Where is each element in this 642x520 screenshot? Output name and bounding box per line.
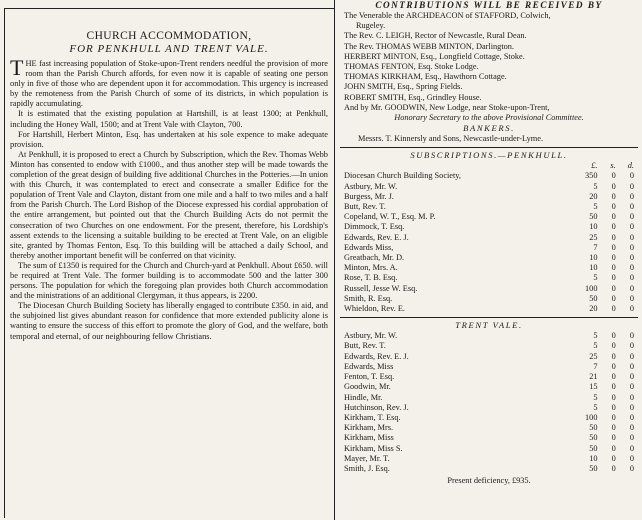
amount-shillings: 0 [611, 443, 616, 453]
amount-shillings: 0 [611, 232, 616, 242]
amount-shillings: 0 [611, 463, 616, 473]
amount-pounds: 100 [585, 412, 598, 422]
receiver-line: The Rev. THOMAS WEBB MINTON, Darlington. [344, 41, 515, 51]
amount-shillings: 0 [611, 412, 616, 422]
subscriptions-header: SUBSCRIPTIONS.—PENKHULL. [410, 150, 568, 161]
amount-pounds: 7 [593, 361, 598, 371]
subscriber-name: Butt, Rev. T. [344, 341, 386, 351]
amount-pence: 0 [629, 433, 634, 443]
receiver-line: The Venerable the ARCHDEACON of STAFFORD, Colwich, [344, 11, 551, 20]
trent-vale-subscriptions-table [344, 331, 634, 474]
receiver-line: JOHN SMITH, Esq., Spring Fields. [344, 82, 463, 92]
amount-pence: 0 [629, 304, 634, 314]
amount-pence: 0 [629, 443, 634, 453]
subscription-row [344, 352, 634, 362]
subscription-row [344, 464, 634, 474]
penkhull-subscriptions-table [344, 161, 634, 314]
subscriber-name: Smith, J. Esq. [344, 463, 390, 473]
amount-pounds: 50 [589, 463, 598, 473]
amount-pounds: 5 [593, 181, 598, 191]
amount-pounds: 21 [589, 372, 598, 382]
subscription-row [344, 273, 634, 283]
amount-pence: 0 [629, 212, 634, 222]
subscription-row [344, 362, 634, 372]
subscription-row [344, 444, 634, 454]
amount-pence: 0 [629, 232, 634, 242]
left-border-rule [4, 8, 5, 518]
trent-vale-header: TRENT VALE. [455, 320, 523, 331]
amount-pounds: 50 [589, 443, 598, 453]
amount-pence: 0 [629, 171, 634, 181]
subscription-row [344, 423, 634, 433]
article-title: CHURCH ACCOMMODATION, [86, 30, 252, 42]
amount-pence: 0 [629, 181, 634, 191]
amount-shillings: 0 [611, 212, 616, 222]
receiver-line: The Rev. C. LEIGH, Rector of Newcastle, Rural Dean. [344, 31, 527, 41]
article-paragraph: At Penkhull, it is proposed to erect a Church by Subscription, which the Rev. Thomas Webb Minton has consented to endow with £1000., and thus another step will be made towards the completion of the great design of building five additional Churches in the Potteries.—In union with this Church, it was contemplated to erect and consecrate a smaller Edifice for the population of Trent Vale and Clayton, distant from one mile and a half to two miles and a half from the Parish Church. The Lord Bishop of the Diocese expressed his cordial approbation of the entire arrangement, but pointed out that the Church Building Acts do not permit the consecration of two Churches on one endowment. For the present, therefore, his Lordship's assent extends to the licensing a suitable building to be erected at Trent Vale, on an eligible site, granted by Thomas Fenton, Esq. To this building will be attached a daily School, and thereby another important benefit will be conferred on that vicinity. [10, 149, 328, 260]
subscriber-name: Edwards Miss, [344, 242, 394, 252]
amount-pence: 0 [629, 222, 634, 232]
amount-shillings: 0 [611, 453, 616, 463]
amount-pence: 0 [629, 202, 634, 212]
subscriber-name: Whieldon, Rev. E. [344, 304, 405, 314]
amount-shillings: 0 [611, 253, 616, 263]
subscriber-name: Smith, R. Esq. [344, 293, 393, 303]
amount-pounds: 10 [589, 253, 598, 263]
amount-pounds: 5 [593, 392, 598, 402]
subscriber-name: Edwards, Miss [344, 361, 394, 371]
subscriber-name: Goodwin, Mr. [344, 382, 391, 392]
subscription-row [344, 233, 634, 243]
receiver-line: THOMAS FENTON, Esq. Stoke Lodge. [344, 62, 479, 72]
currency-header-row [344, 161, 634, 171]
amount-pounds: 50 [589, 212, 598, 222]
subscription-row [344, 403, 634, 413]
section-rule [340, 317, 638, 318]
amount-pence: 0 [629, 331, 634, 341]
subscriber-name: Astbury, Mr. W. [344, 331, 398, 341]
amount-pence: 0 [629, 402, 634, 412]
subscription-row [344, 433, 634, 443]
article-paragraph: It is estimated that the existing population at Hartshill, is at least 1300; at Penkhull, including the Honey Wall, 1500; and at Trent Vale with Clayton, 700. [10, 109, 328, 129]
subscriber-name: Butt, Rev. T. [344, 202, 386, 212]
deficiency-line: Present deficiency, £935. [447, 476, 531, 486]
subscription-row [344, 284, 634, 294]
amount-shillings: 0 [611, 382, 616, 392]
amount-pence: 0 [629, 242, 634, 252]
amount-shillings: 0 [611, 222, 616, 232]
subscription-row [344, 253, 634, 263]
amount-pence: 0 [629, 423, 634, 433]
amount-pounds: 10 [589, 453, 598, 463]
receiver-line: HERBERT MINTON, Esq., Longfield Cottage, Stoke. [344, 51, 525, 61]
subscriber-name: Astbury, Mr. W. [344, 181, 398, 191]
amount-pounds: 7 [593, 242, 598, 252]
article-paragraph: The sum of £1350 is required for the Church and Church-yard at Penkhull. About £650. will be required at Trent Vale. The former building is to accommodate 500 and the latter 300 persons. The population for which the foregoing plan provides both Church accommodation and the ministrations of an additional Clergyman, it thus appears, is 2200. [10, 260, 328, 301]
amount-shillings: 0 [611, 423, 616, 433]
amount-shillings: 0 [611, 304, 616, 314]
amount-pounds: 50 [589, 293, 598, 303]
amount-pence: 0 [629, 263, 634, 273]
article-subtitle: FOR PENKHULL AND TRENT VALE. [69, 43, 269, 55]
article-column [10, 30, 328, 516]
article-paragraph: THE fast increasing population of Stoke-upon-Trent renders needful the provision of more room than the Parish Church affords, for even now it is capable of seating one person only in five of those who are dependent upon it for accommodation. This urgency is increased by the remoteness from the Parish Church of some of its districts, in which population is rapidly accumulating. [10, 55, 328, 109]
amount-shillings: 0 [611, 341, 616, 351]
amount-pence: 0 [629, 392, 634, 402]
amount-shillings: 0 [611, 283, 616, 293]
receiver-line: ROBERT SMITH, Esq., Grindley House. [344, 92, 482, 102]
amount-pounds: 25 [589, 351, 598, 361]
amount-pounds: 5 [593, 273, 598, 283]
subscriber-name: Minton, Mrs. A. [344, 263, 398, 273]
subscription-row [344, 454, 634, 464]
amount-shillings: 0 [611, 171, 616, 181]
amount-pounds: 20 [589, 304, 598, 314]
amount-pence: 0 [629, 191, 634, 201]
subscriber-name: Copeland, W. T., Esq. M. P. [344, 212, 436, 222]
secretary-line: Honorary Secretary to the above Provisional Committee. [394, 113, 584, 123]
subscription-row [344, 413, 634, 423]
subscription-row [344, 263, 634, 273]
amount-shillings: 0 [611, 392, 616, 402]
amount-pence: 0 [629, 351, 634, 361]
amount-pounds: 5 [593, 402, 598, 412]
subscriber-name: Kirkham, T. Esq. [344, 412, 401, 422]
subscriber-name: Greatbach, Mr. D. [344, 253, 405, 263]
subscription-row [344, 182, 634, 192]
subscriber-name: Hindle, Mr. [344, 392, 383, 402]
subscriber-name: Dimmock, T. Esq. [344, 222, 405, 232]
subscriber-name: Hutchinson, Rev. J. [344, 402, 409, 412]
subscription-row [344, 202, 634, 212]
amount-shillings: 0 [611, 263, 616, 273]
amount-shillings: 0 [611, 402, 616, 412]
receiver-line: THOMAS KIRKHAM, Esq., Hawthorn Cottage. [344, 72, 507, 82]
amount-pence: 0 [629, 361, 634, 371]
pence-header: d. [627, 161, 634, 171]
amount-pence: 0 [629, 341, 634, 351]
amount-pounds: 10 [589, 222, 598, 232]
amount-pence: 0 [629, 253, 634, 263]
receiver-line: And by Mr. GOODWIN, New Lodge, near Stoke-upon-Trent, [344, 102, 550, 112]
subscriber-name: Fenton, T. Esq. [344, 372, 395, 382]
contributions-header: CONTRIBUTIONS WILL BE RECEIVED BY [375, 0, 603, 10]
amount-shillings: 0 [611, 293, 616, 303]
bankers-line: Messrs. T. Kinnersly and Sons, Newcastle-under-Lyme. [358, 134, 544, 144]
subscriber-name: Rose, T. B. Esq. [344, 273, 398, 283]
amount-shillings: 0 [611, 181, 616, 191]
amount-pounds: 25 [589, 232, 598, 242]
section-rule [340, 147, 638, 148]
amount-pounds: 5 [593, 341, 598, 351]
subscriber-name: Burgess, Mr. J. [344, 191, 394, 201]
subscriber-name: Mayer, Mr. T. [344, 453, 390, 463]
amount-pence: 0 [629, 453, 634, 463]
amount-pounds: 50 [589, 423, 598, 433]
amount-pounds: 10 [589, 263, 598, 273]
drop-cap: T [10, 55, 24, 80]
amount-pence: 0 [629, 372, 634, 382]
amount-pence: 0 [629, 463, 634, 473]
subscriber-name: Kirkham, Miss S. [344, 443, 403, 453]
pounds-header: £. [591, 161, 598, 171]
amount-shillings: 0 [611, 372, 616, 382]
amount-pounds: 100 [585, 283, 598, 293]
article-paragraph: The Diocesan Church Building Society has liberally engaged to contribute £350. in aid, and the subjoined list gives abundant reason for confidence that more extended publicity alone is wanting to ensure the success of this effort to promote the glory of God, and the welfare, both temporal and eternal, of our neighbouring fellow Christians. [10, 301, 328, 341]
bankers-header: BANKERS. [463, 123, 515, 134]
subscriber-name: Kirkham, Miss [344, 433, 394, 443]
subscription-row [344, 304, 634, 314]
subscriber-name: Kirkham, Mrs. [344, 423, 394, 433]
amount-shillings: 0 [611, 202, 616, 212]
subscriber-name: Russell, Jesse W. Esq. [344, 283, 418, 293]
subscription-row [344, 393, 634, 403]
subscriber-name: Edwards, Rev. E. J. [344, 351, 409, 361]
subscription-row [344, 222, 634, 232]
subscriptions-column [340, 0, 638, 520]
subscription-row [344, 171, 634, 181]
amount-pence: 0 [629, 273, 634, 283]
subscriber-name: Diocesan Church Building Society, [344, 171, 461, 181]
top-border-rule [4, 8, 334, 9]
amount-pence: 0 [629, 283, 634, 293]
amount-pounds: 5 [593, 202, 598, 212]
amount-shillings: 0 [611, 331, 616, 341]
amount-pounds: 50 [589, 433, 598, 443]
subscription-row [344, 341, 634, 351]
subscription-row [344, 192, 634, 202]
amount-shillings: 0 [611, 191, 616, 201]
amount-pounds: 350 [585, 171, 598, 181]
subscription-row [344, 212, 634, 222]
amount-pounds: 15 [589, 382, 598, 392]
subscription-row [344, 243, 634, 253]
amount-shillings: 0 [611, 433, 616, 443]
subscription-row [344, 382, 634, 392]
amount-pounds: 20 [589, 191, 598, 201]
subscription-row [344, 372, 634, 382]
shillings-header: s. [610, 161, 616, 171]
subscription-row [344, 294, 634, 304]
column-divider [334, 0, 335, 520]
amount-shillings: 0 [611, 273, 616, 283]
amount-shillings: 0 [611, 351, 616, 361]
amount-pence: 0 [629, 382, 634, 392]
subscription-row [344, 331, 634, 341]
amount-shillings: 0 [611, 242, 616, 252]
amount-pence: 0 [629, 293, 634, 303]
receiver-line: Rugeley. [356, 21, 386, 31]
amount-pounds: 5 [593, 331, 598, 341]
subscriber-name: Edwards, Rev. E. J. [344, 232, 409, 242]
amount-pence: 0 [629, 412, 634, 422]
amount-shillings: 0 [611, 361, 616, 371]
article-paragraph: For Hartshill, Herbert Minton, Esq. has undertaken at his sole expence to make adequate provision. [10, 129, 328, 149]
